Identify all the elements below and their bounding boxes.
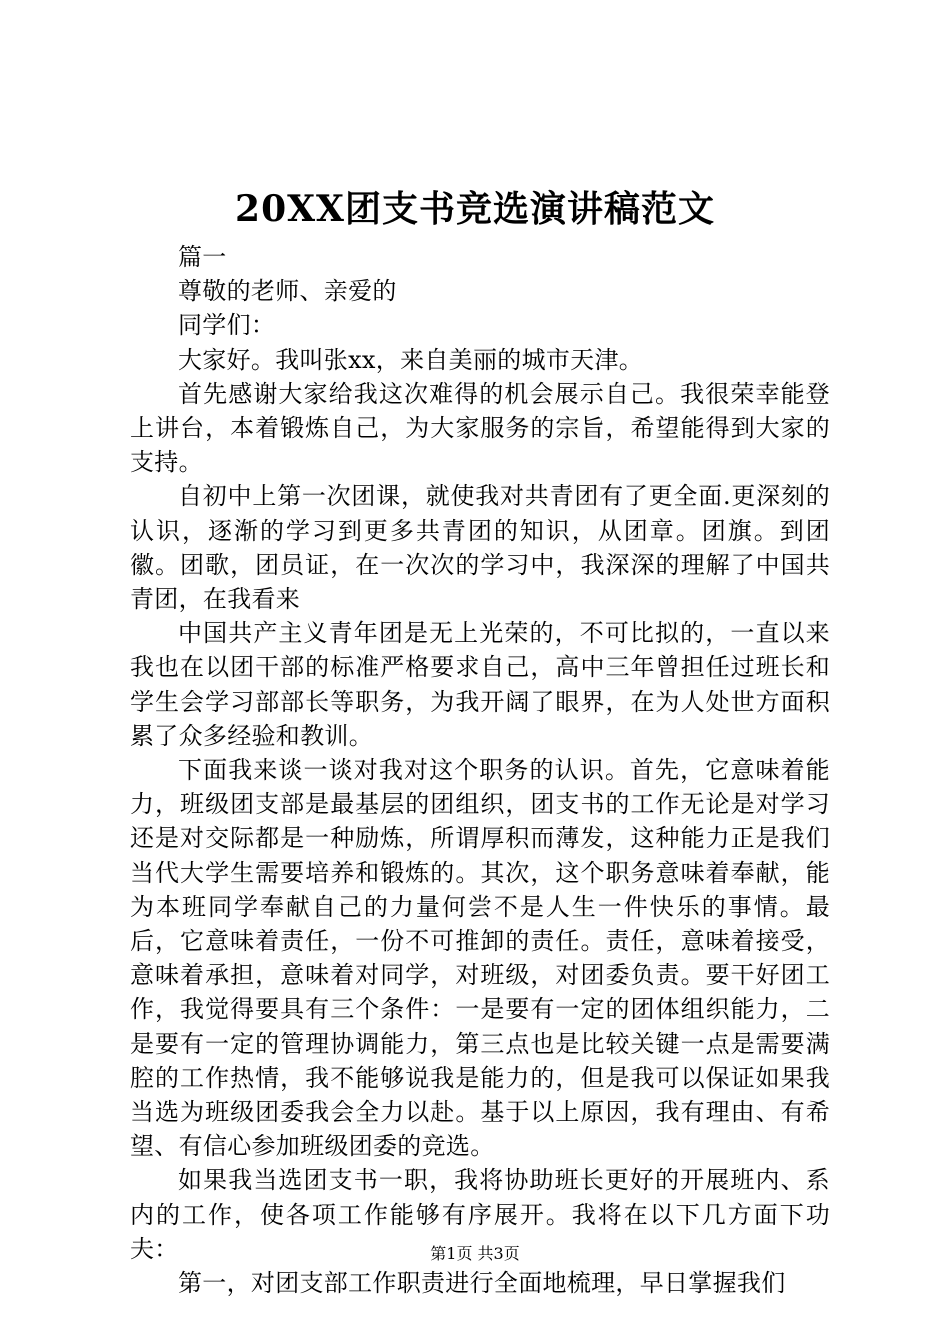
document-body — [130, 240, 830, 1300]
page-footer: 第1页 共3页 — [430, 1244, 520, 1263]
body-paragraph: 中国共产主义青年团是无上光荣的，不可比拟的，一直以来我也在以团干部的标准严格要求自己，高中三年曾担任过班长和学生会学习部部长等职务，为我开阔了眼界，在为人处世方面积累了众多经验和教训。 — [130, 619, 830, 750]
salutation-line-2: 同学们： — [178, 311, 276, 340]
body-paragraph: 自初中上第一次团课，就使我对共青团有了更全面.更深刻的认识，逐渐的学习到更多共青团的知识，从团章。团旗。到团徽。团歌，团员证，在一次次的学习中，我深深的理解了中国共青团，在我看来 — [130, 482, 830, 614]
greeting-paragraph: 大家好。我叫张xx，来自美丽的城市天津。 — [178, 345, 644, 374]
salutation-line-1: 尊敬的老师、亲爱的 — [178, 277, 397, 306]
body-paragraph: 首先感谢大家给我这次难得的机会展示自己。我很荣幸能登上讲台，本着锻炼自己，为大家服务的宗旨，希望能得到大家的支持。 — [130, 379, 830, 477]
body-paragraph: 下面我来谈一谈对我对这个职务的认识。首先，它意味着能力，班级团支部是最基层的团组织，团支书的工作无论是对学习还是对交际都是一种励炼，所谓厚积而薄发，这种能力正是我们当代大学生需要培养和锻炼的。其次，这个职务意味着奉献，能为本班同学奉献自己的力量何尝不是人生一件快乐的事情。最后，它意味着责任，一份不可推卸的责任。责任，意味着接受，意味着承担，意味着对同学，对班级，对团委负责。要干好团工作，我觉得要具有三个条件：一是要有一定的团体组织能力，二是要有一定的管理协调能力，第三点也是比较关键一点是需要满腔的工作热情，我不能够说我是能力的，但是我可以保证如果我当选为班级团委我会全力以赴。基于以上原因，我有理由、有希望、有信心参加班级团委的竞选。 — [130, 756, 830, 1161]
section-heading: 篇一 — [178, 243, 227, 271]
document-title: 20XX团支书竞选演讲稿范文 — [235, 188, 715, 230]
body-paragraph: 如果我当选团支书一职，我将协助班长更好的开展班内、系内的工作，使各项工作能够有序展开。我将在以下几方面下功夫： — [130, 1166, 830, 1263]
body-paragraph: 第一，对团支部工作职责进行全面地梳理，早日掌握我们 — [178, 1269, 786, 1298]
